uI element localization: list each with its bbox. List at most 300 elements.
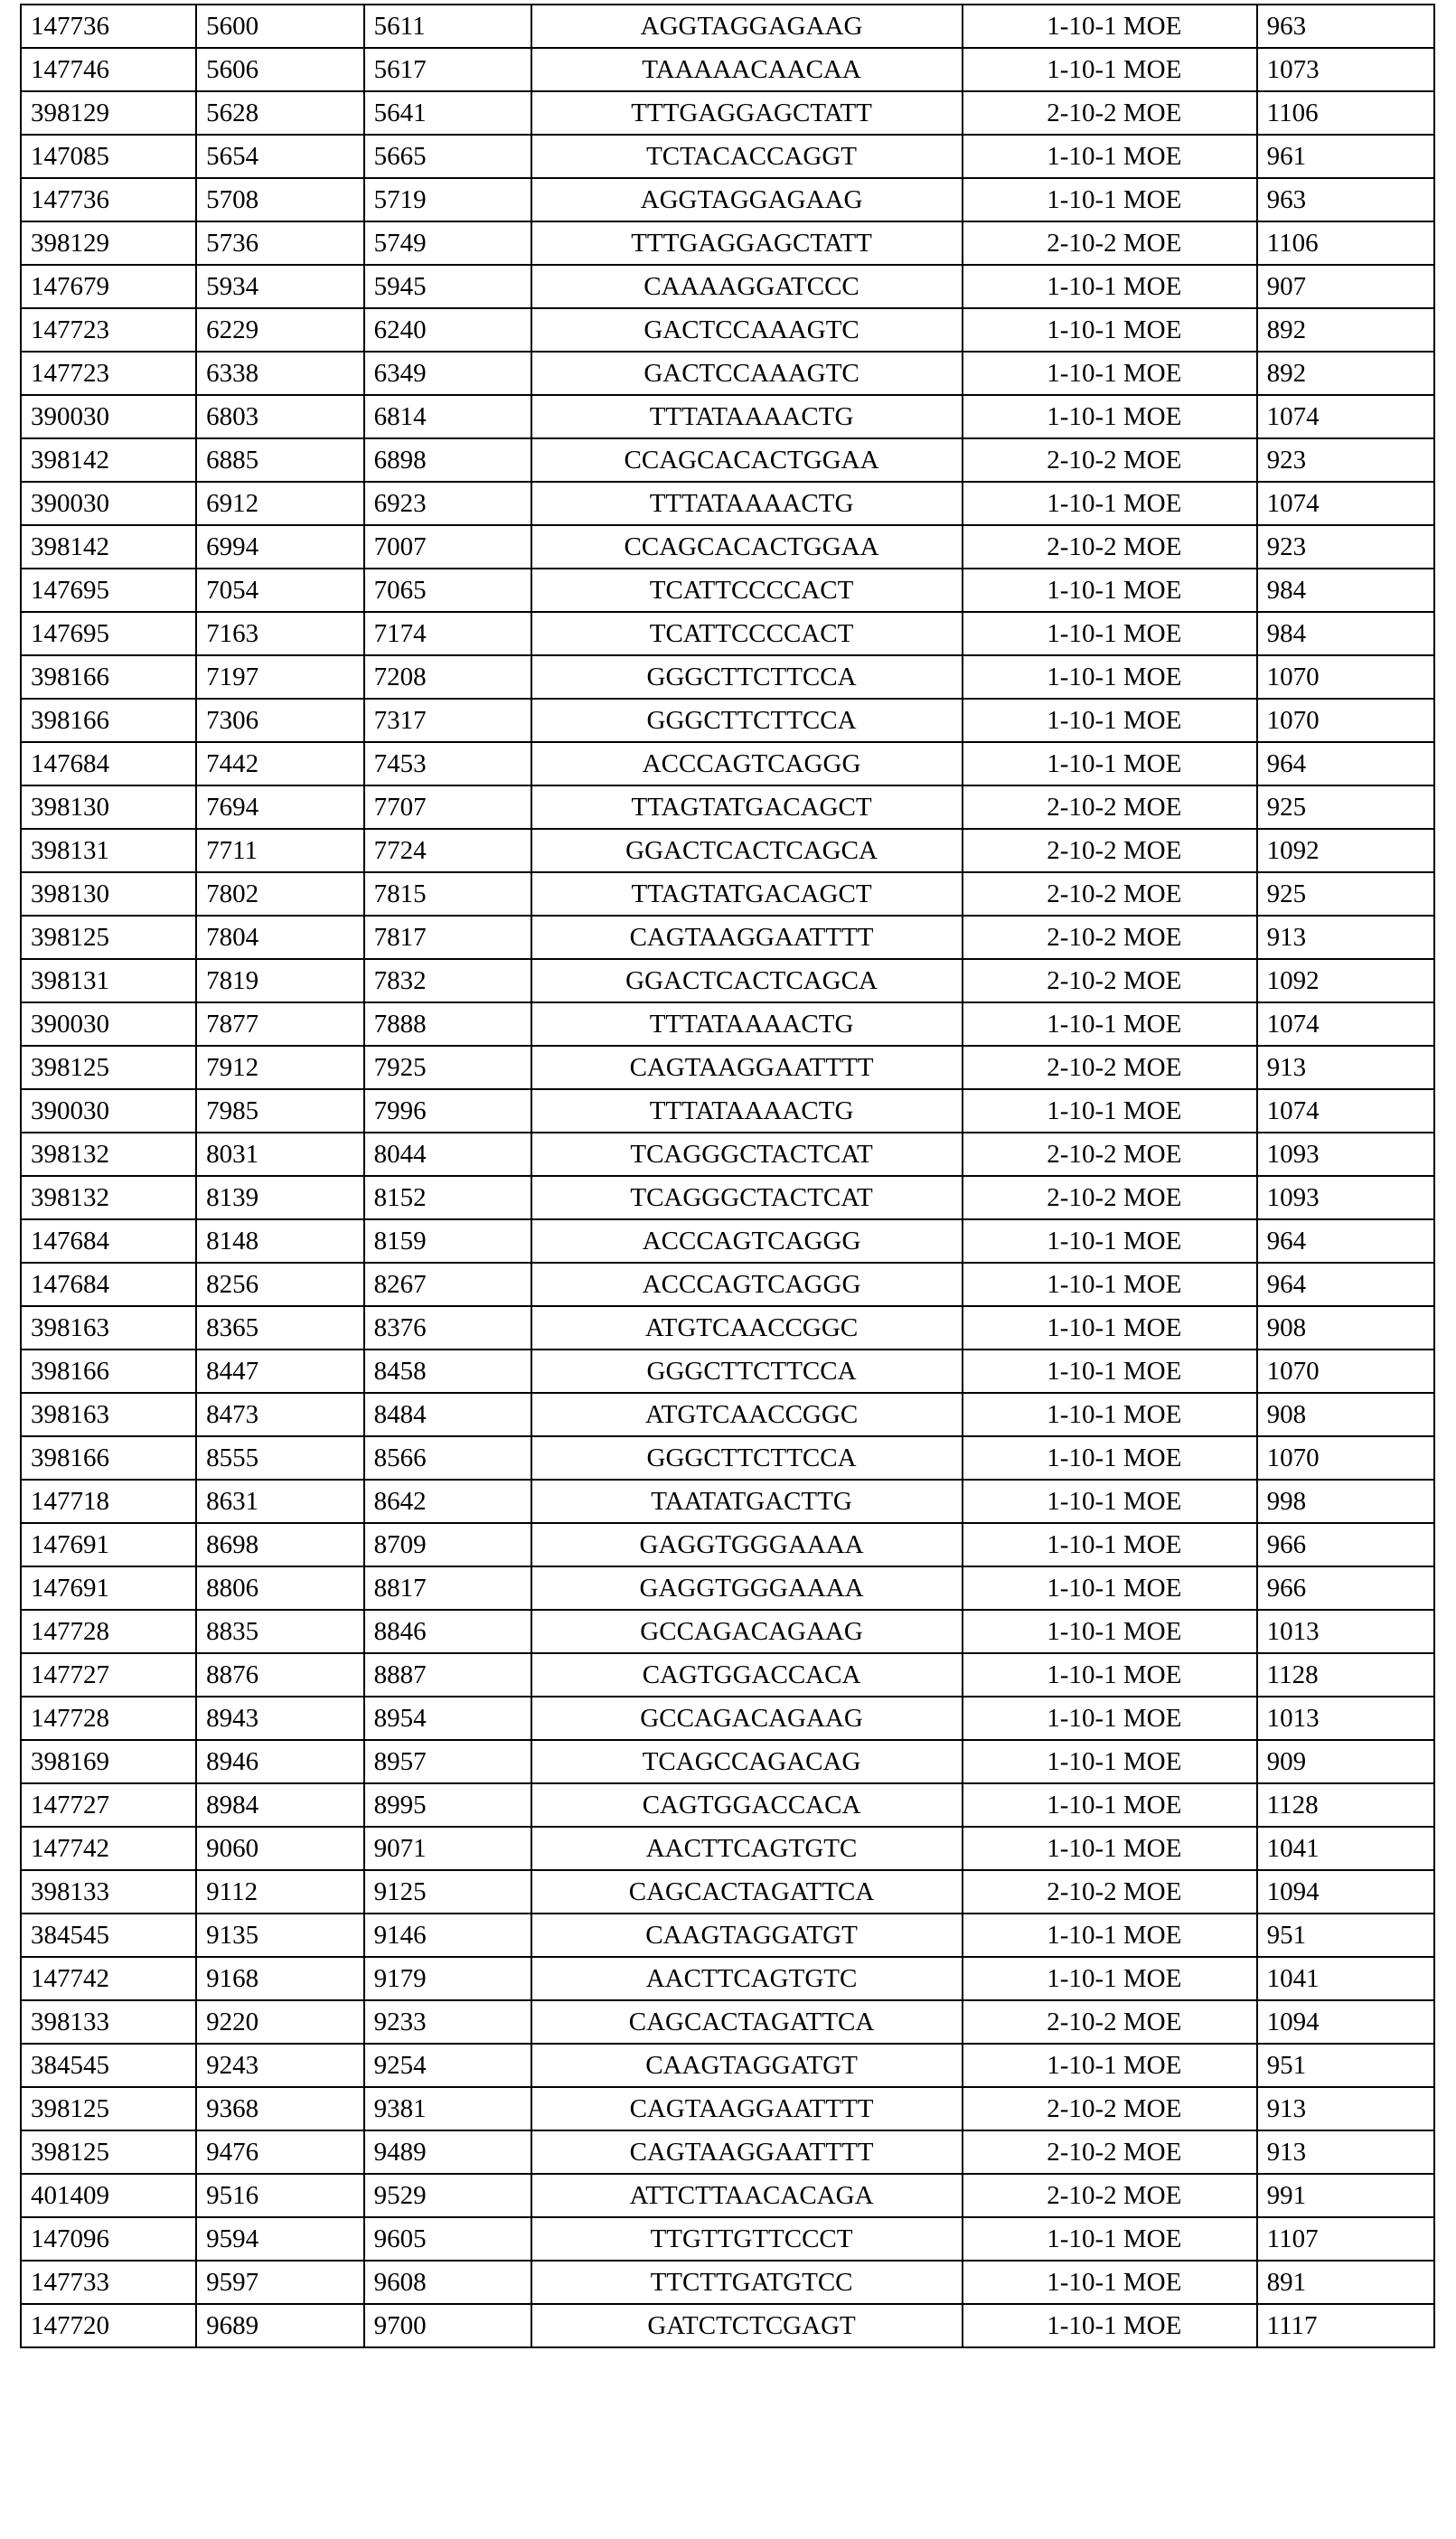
isis-number-cell: 398131 — [21, 829, 196, 872]
table-row — [21, 525, 1434, 569]
stop-site-cell: 8566 — [364, 1436, 532, 1480]
chemistry-cell: 1-10-1 MOE — [963, 2044, 1257, 2087]
start-site-cell: 7819 — [196, 959, 364, 1002]
sequence-cell: ATGTCAACCGGC — [531, 1306, 963, 1349]
start-site-cell: 9060 — [196, 1827, 364, 1870]
start-site-cell: 7985 — [196, 1089, 364, 1133]
seq-id-cell: 1092 — [1257, 829, 1434, 872]
stop-site-cell: 8484 — [364, 1393, 532, 1436]
sequence-cell: CCAGCACACTGGAA — [531, 438, 963, 482]
chemistry-cell: 1-10-1 MOE — [963, 1002, 1257, 1046]
isis-number-cell: 147736 — [21, 178, 196, 221]
chemistry-cell: 1-10-1 MOE — [963, 1653, 1257, 1697]
sequence-cell: GAGGTGGGAAAA — [531, 1523, 963, 1566]
stop-site-cell: 6814 — [364, 395, 532, 438]
stop-site-cell: 9700 — [364, 2304, 532, 2347]
seq-id-cell: 964 — [1257, 1263, 1434, 1306]
start-site-cell: 8631 — [196, 1480, 364, 1523]
chemistry-cell: 1-10-1 MOE — [963, 1393, 1257, 1436]
sequence-cell: TCAGGGCTACTCAT — [531, 1176, 963, 1219]
chemistry-cell: 1-10-1 MOE — [963, 308, 1257, 352]
isis-number-cell: 398129 — [21, 221, 196, 265]
start-site-cell: 6885 — [196, 438, 364, 482]
start-site-cell: 9243 — [196, 2044, 364, 2087]
stop-site-cell: 5611 — [364, 5, 532, 48]
isis-number-cell: 398163 — [21, 1393, 196, 1436]
stop-site-cell: 8267 — [364, 1263, 532, 1306]
stop-site-cell: 5719 — [364, 178, 532, 221]
seq-id-cell: 966 — [1257, 1523, 1434, 1566]
stop-site-cell: 7208 — [364, 655, 532, 699]
sequence-cell: GACTCCAAAGTC — [531, 308, 963, 352]
sequence-cell: TTGTTGTTCCCT — [531, 2217, 963, 2261]
table-row — [21, 829, 1434, 872]
chemistry-cell: 1-10-1 MOE — [963, 1740, 1257, 1783]
start-site-cell: 7804 — [196, 916, 364, 959]
table-row — [21, 1002, 1434, 1046]
chemistry-cell: 2-10-2 MOE — [963, 1133, 1257, 1176]
seq-id-cell: 923 — [1257, 438, 1434, 482]
isis-number-cell: 147691 — [21, 1523, 196, 1566]
start-site-cell: 7054 — [196, 569, 364, 612]
isis-number-cell: 398166 — [21, 1349, 196, 1393]
table-row — [21, 1523, 1434, 1566]
seq-id-cell: 1128 — [1257, 1783, 1434, 1827]
seq-id-cell: 1073 — [1257, 48, 1434, 91]
start-site-cell: 8473 — [196, 1393, 364, 1436]
seq-id-cell: 951 — [1257, 1914, 1434, 1957]
chemistry-cell: 1-10-1 MOE — [963, 1957, 1257, 2000]
sequence-cell: TAATATGACTTG — [531, 1480, 963, 1523]
table-row — [21, 352, 1434, 395]
table-row — [21, 1393, 1434, 1436]
seq-id-cell: 909 — [1257, 1740, 1434, 1783]
start-site-cell: 9476 — [196, 2130, 364, 2174]
isis-number-cell: 390030 — [21, 1089, 196, 1133]
stop-site-cell: 8957 — [364, 1740, 532, 1783]
start-site-cell: 9368 — [196, 2087, 364, 2130]
chemistry-cell: 2-10-2 MOE — [963, 2174, 1257, 2217]
table-row — [21, 91, 1434, 135]
sequence-cell: ACCCAGTCAGGG — [531, 1263, 963, 1306]
isis-number-cell: 147691 — [21, 1566, 196, 1610]
sequence-cell: TCTACACCAGGT — [531, 135, 963, 178]
chemistry-cell: 1-10-1 MOE — [963, 1827, 1257, 1870]
table-row — [21, 395, 1434, 438]
sequence-cell: TTCTTGATGTCC — [531, 2261, 963, 2304]
sequence-cell: AGGTAGGAGAAG — [531, 178, 963, 221]
start-site-cell: 5736 — [196, 221, 364, 265]
start-site-cell: 9516 — [196, 2174, 364, 2217]
stop-site-cell: 8846 — [364, 1610, 532, 1653]
chemistry-cell: 1-10-1 MOE — [963, 2304, 1257, 2347]
isis-number-cell: 398142 — [21, 525, 196, 569]
chemistry-cell: 2-10-2 MOE — [963, 438, 1257, 482]
table-row — [21, 308, 1434, 352]
seq-id-cell: 1070 — [1257, 699, 1434, 742]
isis-number-cell: 398132 — [21, 1176, 196, 1219]
stop-site-cell: 9381 — [364, 2087, 532, 2130]
stop-site-cell: 5749 — [364, 221, 532, 265]
sequence-cell: TCATTCCCCACT — [531, 569, 963, 612]
stop-site-cell: 5665 — [364, 135, 532, 178]
stop-site-cell: 6349 — [364, 352, 532, 395]
start-site-cell: 8946 — [196, 1740, 364, 1783]
start-site-cell: 8835 — [196, 1610, 364, 1653]
seq-id-cell: 1094 — [1257, 2000, 1434, 2044]
seq-id-cell: 923 — [1257, 525, 1434, 569]
stop-site-cell: 9605 — [364, 2217, 532, 2261]
seq-id-cell: 913 — [1257, 1046, 1434, 1089]
start-site-cell: 7197 — [196, 655, 364, 699]
stop-site-cell: 9233 — [364, 2000, 532, 2044]
table-row — [21, 482, 1434, 525]
table-row — [21, 265, 1434, 308]
chemistry-cell: 2-10-2 MOE — [963, 2130, 1257, 2174]
stop-site-cell: 8159 — [364, 1219, 532, 1263]
seq-id-cell: 963 — [1257, 5, 1434, 48]
stop-site-cell: 5617 — [364, 48, 532, 91]
isis-number-cell: 398133 — [21, 1870, 196, 1914]
isis-number-cell: 147723 — [21, 352, 196, 395]
sequence-cell: CAGTAAGGAATTTT — [531, 916, 963, 959]
sequence-cell: GGACTCACTCAGCA — [531, 959, 963, 1002]
isis-number-cell: 147736 — [21, 5, 196, 48]
table-row — [21, 1697, 1434, 1740]
start-site-cell: 5600 — [196, 5, 364, 48]
stop-site-cell: 9146 — [364, 1914, 532, 1957]
table-row — [21, 1480, 1434, 1523]
sequence-cell: TTTGAGGAGCTATT — [531, 91, 963, 135]
chemistry-cell: 1-10-1 MOE — [963, 742, 1257, 785]
isis-number-cell: 398132 — [21, 1133, 196, 1176]
start-site-cell: 7802 — [196, 872, 364, 916]
stop-site-cell: 7817 — [364, 916, 532, 959]
table-row — [21, 438, 1434, 482]
chemistry-cell: 1-10-1 MOE — [963, 1306, 1257, 1349]
chemistry-cell: 1-10-1 MOE — [963, 5, 1257, 48]
isis-number-cell: 147728 — [21, 1610, 196, 1653]
chemistry-cell: 1-10-1 MOE — [963, 352, 1257, 395]
seq-id-cell: 1070 — [1257, 655, 1434, 699]
chemistry-cell: 2-10-2 MOE — [963, 2087, 1257, 2130]
stop-site-cell: 8642 — [364, 1480, 532, 1523]
sequence-cell: TTTATAAAACTG — [531, 1002, 963, 1046]
table-row — [21, 2304, 1434, 2347]
isis-number-cell: 147728 — [21, 1697, 196, 1740]
sequence-cell: CAAGTAGGATGT — [531, 2044, 963, 2087]
isis-number-cell: 398125 — [21, 916, 196, 959]
stop-site-cell: 8152 — [364, 1176, 532, 1219]
chemistry-cell: 2-10-2 MOE — [963, 91, 1257, 135]
stop-site-cell: 8887 — [364, 1653, 532, 1697]
stop-site-cell: 6898 — [364, 438, 532, 482]
isis-number-cell: 384545 — [21, 2044, 196, 2087]
chemistry-cell: 1-10-1 MOE — [963, 1480, 1257, 1523]
table-row — [21, 742, 1434, 785]
start-site-cell: 7877 — [196, 1002, 364, 1046]
seq-id-cell: 892 — [1257, 352, 1434, 395]
table-row — [21, 2217, 1434, 2261]
isis-number-cell: 147684 — [21, 1263, 196, 1306]
isis-number-cell: 147684 — [21, 1219, 196, 1263]
isis-number-cell: 398129 — [21, 91, 196, 135]
chemistry-cell: 1-10-1 MOE — [963, 655, 1257, 699]
isis-number-cell: 398125 — [21, 1046, 196, 1089]
sequence-cell: GCCAGACAGAAG — [531, 1697, 963, 1740]
start-site-cell: 5934 — [196, 265, 364, 308]
table-row — [21, 916, 1434, 959]
sequence-cell: AACTTCAGTGTC — [531, 1827, 963, 1870]
isis-number-cell: 390030 — [21, 1002, 196, 1046]
isis-number-cell: 398163 — [21, 1306, 196, 1349]
isis-number-cell: 147727 — [21, 1783, 196, 1827]
stop-site-cell: 8458 — [364, 1349, 532, 1393]
start-site-cell: 6912 — [196, 482, 364, 525]
sequence-cell: CAGCACTAGATTCA — [531, 2000, 963, 2044]
stop-site-cell: 7888 — [364, 1002, 532, 1046]
stop-site-cell: 7007 — [364, 525, 532, 569]
isis-number-cell: 390030 — [21, 395, 196, 438]
isis-number-cell: 147733 — [21, 2261, 196, 2304]
table-row — [21, 1219, 1434, 1263]
stop-site-cell: 5945 — [364, 265, 532, 308]
seq-id-cell: 1074 — [1257, 1089, 1434, 1133]
table-row — [21, 1610, 1434, 1653]
sequence-cell: CAAAAGGATCCC — [531, 265, 963, 308]
stop-site-cell: 9071 — [364, 1827, 532, 1870]
table-row — [21, 785, 1434, 829]
chemistry-cell: 1-10-1 MOE — [963, 1349, 1257, 1393]
seq-id-cell: 1092 — [1257, 959, 1434, 1002]
chemistry-cell: 2-10-2 MOE — [963, 525, 1257, 569]
chemistry-cell: 1-10-1 MOE — [963, 2217, 1257, 2261]
sequence-cell: GGGCTTCTTCCA — [531, 699, 963, 742]
sequence-cell: TTAGTATGACAGCT — [531, 785, 963, 829]
seq-id-cell: 984 — [1257, 569, 1434, 612]
chemistry-cell: 2-10-2 MOE — [963, 785, 1257, 829]
start-site-cell: 9220 — [196, 2000, 364, 2044]
table-row — [21, 1783, 1434, 1827]
sequence-cell: CAGCACTAGATTCA — [531, 1870, 963, 1914]
chemistry-cell: 2-10-2 MOE — [963, 1176, 1257, 1219]
table-row — [21, 2130, 1434, 2174]
seq-id-cell: 925 — [1257, 785, 1434, 829]
sequence-cell: TCAGCCAGACAG — [531, 1740, 963, 1783]
table-row — [21, 5, 1434, 48]
stop-site-cell: 7996 — [364, 1089, 532, 1133]
start-site-cell: 6994 — [196, 525, 364, 569]
seq-id-cell: 1094 — [1257, 1870, 1434, 1914]
chemistry-cell: 1-10-1 MOE — [963, 1263, 1257, 1306]
chemistry-cell: 1-10-1 MOE — [963, 1089, 1257, 1133]
table-row — [21, 1306, 1434, 1349]
seq-id-cell: 891 — [1257, 2261, 1434, 2304]
stop-site-cell: 8995 — [364, 1783, 532, 1827]
seq-id-cell: 1093 — [1257, 1133, 1434, 1176]
chemistry-cell: 1-10-1 MOE — [963, 2261, 1257, 2304]
stop-site-cell: 7174 — [364, 612, 532, 655]
start-site-cell: 8031 — [196, 1133, 364, 1176]
chemistry-cell: 1-10-1 MOE — [963, 1523, 1257, 1566]
seq-id-cell: 1013 — [1257, 1610, 1434, 1653]
stop-site-cell: 9179 — [364, 1957, 532, 2000]
start-site-cell: 8876 — [196, 1653, 364, 1697]
stop-site-cell: 8709 — [364, 1523, 532, 1566]
chemistry-cell: 2-10-2 MOE — [963, 2000, 1257, 2044]
chemistry-cell: 1-10-1 MOE — [963, 699, 1257, 742]
sequence-cell: GATCTCTCGAGT — [531, 2304, 963, 2347]
chemistry-cell: 2-10-2 MOE — [963, 916, 1257, 959]
seq-id-cell: 998 — [1257, 1480, 1434, 1523]
stop-site-cell: 9608 — [364, 2261, 532, 2304]
sequence-cell: TCATTCCCCACT — [531, 612, 963, 655]
seq-id-cell: 963 — [1257, 178, 1434, 221]
seq-id-cell: 1074 — [1257, 1002, 1434, 1046]
table-row — [21, 1133, 1434, 1176]
start-site-cell: 9168 — [196, 1957, 364, 2000]
table-row — [21, 1914, 1434, 1957]
table-row — [21, 612, 1434, 655]
chemistry-cell: 2-10-2 MOE — [963, 959, 1257, 1002]
seq-id-cell: 951 — [1257, 2044, 1434, 2087]
sequence-cell: TTTATAAAACTG — [531, 1089, 963, 1133]
table-row — [21, 1827, 1434, 1870]
seq-id-cell: 1041 — [1257, 1827, 1434, 1870]
sequence-cell: GGACTCACTCAGCA — [531, 829, 963, 872]
stop-site-cell: 7453 — [364, 742, 532, 785]
isis-number-cell: 398166 — [21, 655, 196, 699]
chemistry-cell: 1-10-1 MOE — [963, 1219, 1257, 1263]
table-row — [21, 1957, 1434, 2000]
sequence-cell: CAGTAAGGAATTTT — [531, 2130, 963, 2174]
isis-number-cell: 398166 — [21, 1436, 196, 1480]
sequence-cell: ACCCAGTCAGGG — [531, 1219, 963, 1263]
isis-number-cell: 147679 — [21, 265, 196, 308]
sequence-cell: ATTCTTAACACAGA — [531, 2174, 963, 2217]
table-row — [21, 1176, 1434, 1219]
sequence-cell: CAAGTAGGATGT — [531, 1914, 963, 1957]
table-row — [21, 1263, 1434, 1306]
seq-id-cell: 908 — [1257, 1393, 1434, 1436]
isis-number-cell: 147727 — [21, 1653, 196, 1697]
start-site-cell: 8256 — [196, 1263, 364, 1306]
isis-number-cell: 147723 — [21, 308, 196, 352]
start-site-cell: 6229 — [196, 308, 364, 352]
stop-site-cell: 7925 — [364, 1046, 532, 1089]
chemistry-cell: 1-10-1 MOE — [963, 1566, 1257, 1610]
seq-id-cell: 961 — [1257, 135, 1434, 178]
seq-id-cell: 913 — [1257, 2087, 1434, 2130]
sequence-cell: CAGTAAGGAATTTT — [531, 1046, 963, 1089]
isis-number-cell: 147720 — [21, 2304, 196, 2347]
start-site-cell: 9597 — [196, 2261, 364, 2304]
stop-site-cell: 9254 — [364, 2044, 532, 2087]
table-row — [21, 2044, 1434, 2087]
seq-id-cell: 913 — [1257, 2130, 1434, 2174]
start-site-cell: 7163 — [196, 612, 364, 655]
isis-number-cell: 147746 — [21, 48, 196, 91]
chemistry-cell: 1-10-1 MOE — [963, 48, 1257, 91]
start-site-cell: 9135 — [196, 1914, 364, 1957]
table-row — [21, 569, 1434, 612]
isis-number-cell: 147718 — [21, 1480, 196, 1523]
sequence-table — [20, 4, 1435, 2348]
seq-id-cell: 1117 — [1257, 2304, 1434, 2347]
table-row — [21, 699, 1434, 742]
chemistry-cell: 1-10-1 MOE — [963, 612, 1257, 655]
isis-number-cell: 398130 — [21, 785, 196, 829]
start-site-cell: 9594 — [196, 2217, 364, 2261]
isis-number-cell: 147695 — [21, 569, 196, 612]
isis-number-cell: 147742 — [21, 1957, 196, 2000]
chemistry-cell: 1-10-1 MOE — [963, 482, 1257, 525]
isis-number-cell: 398125 — [21, 2087, 196, 2130]
start-site-cell: 5606 — [196, 48, 364, 91]
table-row — [21, 1436, 1434, 1480]
isis-number-cell: 398169 — [21, 1740, 196, 1783]
start-site-cell: 8365 — [196, 1306, 364, 1349]
isis-number-cell: 147684 — [21, 742, 196, 785]
sequence-cell: GGGCTTCTTCCA — [531, 655, 963, 699]
start-site-cell: 7694 — [196, 785, 364, 829]
table-row — [21, 221, 1434, 265]
chemistry-cell: 1-10-1 MOE — [963, 1610, 1257, 1653]
sequence-cell: AACTTCAGTGTC — [531, 1957, 963, 2000]
stop-site-cell: 7724 — [364, 829, 532, 872]
table-row — [21, 1046, 1434, 1089]
start-site-cell: 7711 — [196, 829, 364, 872]
table-row — [21, 872, 1434, 916]
isis-number-cell: 147695 — [21, 612, 196, 655]
chemistry-cell: 1-10-1 MOE — [963, 1697, 1257, 1740]
table-row — [21, 1566, 1434, 1610]
sequence-cell: CAGTAAGGAATTTT — [531, 2087, 963, 2130]
stop-site-cell: 8817 — [364, 1566, 532, 1610]
seq-id-cell: 1041 — [1257, 1957, 1434, 2000]
table-row — [21, 959, 1434, 1002]
stop-site-cell: 6923 — [364, 482, 532, 525]
sequence-cell: TTTGAGGAGCTATT — [531, 221, 963, 265]
seq-id-cell: 908 — [1257, 1306, 1434, 1349]
seq-id-cell: 1070 — [1257, 1349, 1434, 1393]
seq-id-cell: 907 — [1257, 265, 1434, 308]
seq-id-cell: 913 — [1257, 916, 1434, 959]
chemistry-cell: 1-10-1 MOE — [963, 395, 1257, 438]
start-site-cell: 7442 — [196, 742, 364, 785]
chemistry-cell: 1-10-1 MOE — [963, 178, 1257, 221]
isis-number-cell: 398166 — [21, 699, 196, 742]
seq-id-cell: 991 — [1257, 2174, 1434, 2217]
seq-id-cell: 984 — [1257, 612, 1434, 655]
isis-number-cell: 147096 — [21, 2217, 196, 2261]
isis-number-cell: 384545 — [21, 1914, 196, 1957]
sequence-cell: TCAGGGCTACTCAT — [531, 1133, 963, 1176]
chemistry-cell: 2-10-2 MOE — [963, 1046, 1257, 1089]
seq-id-cell: 1106 — [1257, 91, 1434, 135]
isis-number-cell: 401409 — [21, 2174, 196, 2217]
start-site-cell: 8806 — [196, 1566, 364, 1610]
start-site-cell: 6803 — [196, 395, 364, 438]
sequence-cell: ACCCAGTCAGGG — [531, 742, 963, 785]
stop-site-cell: 9489 — [364, 2130, 532, 2174]
sequence-cell: TAAAAACAACAA — [531, 48, 963, 91]
chemistry-cell: 2-10-2 MOE — [963, 1870, 1257, 1914]
start-site-cell: 5654 — [196, 135, 364, 178]
isis-number-cell: 147742 — [21, 1827, 196, 1870]
isis-number-cell: 398142 — [21, 438, 196, 482]
seq-id-cell: 964 — [1257, 1219, 1434, 1263]
